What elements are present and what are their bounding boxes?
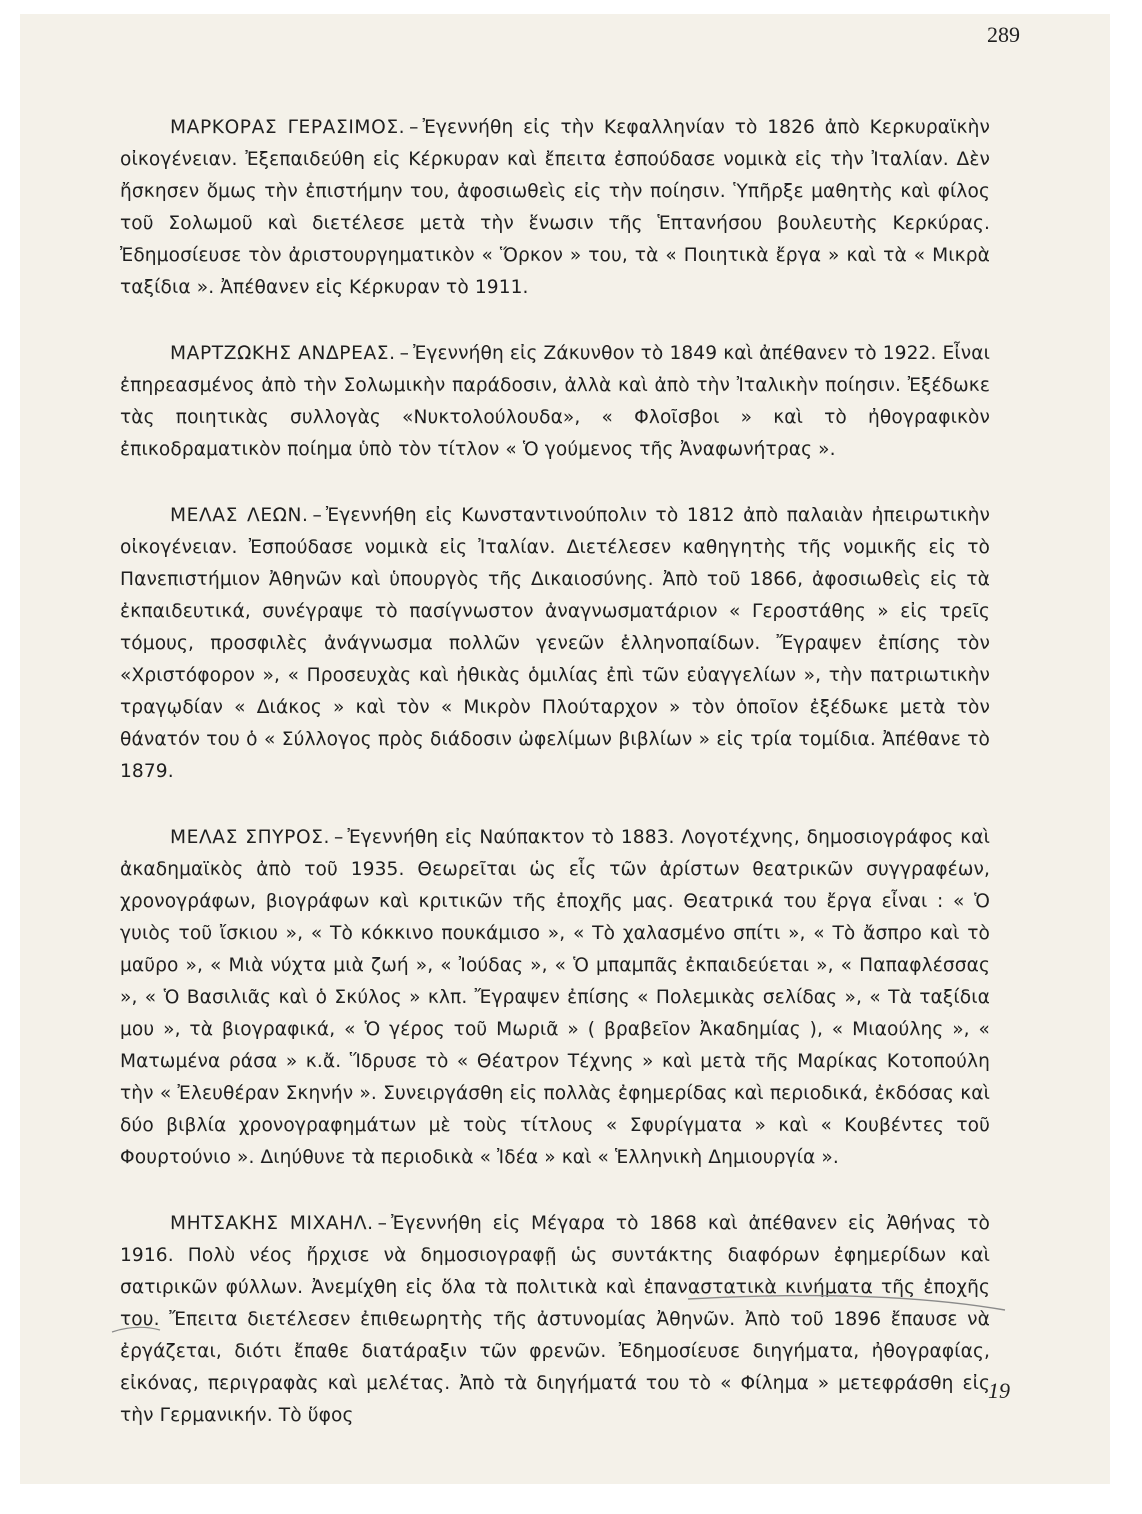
entry-name: ΜΗΤΣΑΚΗΣ ΜΙΧΑΗΛ. (170, 1213, 374, 1234)
entry-text: Ἐγεννήθη εἰς Ναύπακτον τὸ 1883. Λογοτέχνης, δημοσιογράφος καὶ ἀκαδημαϊκὸς ἀπὸ τοῦ 1935. Θεωρεῖται ὡς εἷς τῶν ἀρίστων θεατρικῶν συγγραφέων, χρονογράφων, βιογράφων καὶ κριτικῶν τῆς ἐποχῆς μας. Θεατρικά του ἔργα εἶναι : « Ὁ γυιὸς τοῦ ἴσκιου », « Τὸ κόκκινο πουκάμισο », « Τὸ χαλασμένο σπίτι », « Τὸ ἄσπρο καὶ τὸ μαῦρο », « Μιὰ νύχτα μιὰ ζωή », « Ἰούδας », « Ὁ μπαμπᾶς ἐκπαιδεύεται », « Παπαφλέσσας », « Ὁ Βασιλιᾶς καὶ ὁ Σκύλος » κλπ. Ἔγραψεν ἐπίσης « Πολεμικὰς σελίδας », « Τὰ ταξίδια μου », τὰ βιογραφικά, « Ὁ γέρος τοῦ Μωριᾶ » ( βραβεῖον Ἀκαδημίας ), « Μιαούλης », « Ματωμένα ράσα » κ.ἄ. Ἵδρυσε τὸ « Θέατρον Τέχνης » καὶ μετὰ τῆς Μαρίκας Κοτοπούλη τὴν « Ἐλευθέραν Σκηνήν ». Συνειργάσθη εἰς πολλὰς ἐφημερίδας καὶ περιοδικά, ἐκδόσας καὶ δύο βιβλία χρονογραφημάτων μὲ τοὺς τίτλους « Σφυρίγματα » καὶ « Κουβέντες τοῦ Φουρτούνιο ». Διηύθυνε τὰ περιοδικὰ « Ἰδέα » καὶ « Ἑλληνικὴ Δημιουργία ». (120, 827, 990, 1168)
entry-text: Ἐγεννήθη εἰς Ζάκυνθον τὸ 1849 καὶ ἀπέθανεν τὸ 1922. Εἶναι ἐπηρεασμένος ἀπὸ τὴν Σολωμικὴν παράδοσιν, ἀλλὰ καὶ ἀπὸ τὴν Ἰταλικὴν ποίησιν. Ἐξέδωκε τὰς ποιητικὰς συλλογὰς «Νυκτολούλουδα», « Φλοῖσβοι » καὶ τὸ ἠθογραφικὸν ἐπικοδραματικὸν ποίημα ὑπὸ τὸν τίτλον « Ὁ γούμενος τῆς Ἀναφωνήτρας ». (120, 343, 990, 460)
entry-separator: – (377, 1213, 388, 1234)
entry-name: ΜΑΡΤΖΩΚΗΣ ΑΝΔΡΕΑΣ. (170, 343, 396, 364)
entry-separator: – (334, 827, 344, 848)
entry-text: Ἐγεννήθη εἰς τὴν Κεφαλληνίαν τὸ 1826 ἀπὸ Κερκυραϊκὴν οἰκογένειαν. Ἐξεπαιδεύθη εἰς Κέρκυραν καὶ ἔπειτα ἐσπούδασε νομικὰ εἰς τὴν Ἰταλίαν. Δὲν ἤσκησεν ὅμως τὴν ἐπιστήμην του, ἀφοσιωθεὶς εἰς τὴν ποίησιν. Ὑπῆρξε μαθητὴς καὶ φίλος τοῦ Σολωμοῦ καὶ διετέλεσε μετὰ τὴν ἕνωσιν τῆς Ἑπτανήσου βουλευτὴς Κερκύρας. Ἐδημοσίευσε τὸν ἀριστουργηματικὸν « Ὅρκον » του, τὰ « Ποιητικὰ ἔργα » καὶ τὰ « Μικρὰ ταξίδια ». Ἀπέθανεν εἰς Κέρκυραν τὸ 1911. (120, 117, 990, 298)
book-page (20, 14, 1110, 1484)
entry-name: ΜΕΛΑΣ ΛΕΩΝ. (170, 505, 309, 526)
entry-text: Ἐγεννήθη εἰς Κωνσταντινούπολιν τὸ 1812 ἀπὸ παλαιὰν ἠπειρωτικὴν οἰκογένειαν. Ἐσπούδασε νομικὰ εἰς Ἰταλίαν. Διετέλεσεν καθηγητὴς τῆς νομικῆς εἰς τὸ Πανεπιστήμιον Ἀθηνῶν καὶ ὑπουργὸς τῆς Δικαιοσύνης. Ἀπὸ τοῦ 1866, ἀφοσιωθεὶς εἰς τὰ ἐκπαιδευτικά, συνέγραψε τὸ πασίγνωστον ἀναγνωσματάριον « Γεροστάθης » εἰς τρεῖς τόμους, προσφιλὲς ἀνάγνωσμα πολλῶν γενεῶν ἑλληνοπαίδων. Ἔγραψεν ἐπίσης τὸν «Χριστόφορον », « Προσευχὰς καὶ ἠθικὰς ὁμιλίας ἐπὶ τῶν εὐαγγελίων », τὴν πατριωτικὴν τραγῳδίαν « Διάκος » καὶ τὸν « Μικρὸν Πλούταρχον » τὸν ὁποῖον ἐξέδωκε μετὰ τὸν θάνατόν του ὁ « Σύλλογος πρὸς διάδοσιν ὠφελίμων βιβλίων » εἰς τρία τομίδια. Ἀπέθανε τὸ 1879. (120, 505, 990, 782)
signature-number: 19 (988, 1378, 1010, 1403)
entry-name: ΜΕΛΑΣ ΣΠΥΡΟΣ. (170, 827, 331, 848)
entry-separator: – (409, 117, 419, 138)
entry-name: ΜΑΡΚΟΡΑΣ ΓΕΡΑΣΙΜΟΣ. (170, 117, 406, 138)
entry-list (120, 112, 990, 1466)
page-number: 289 (987, 22, 1020, 47)
entry-martzokis (120, 338, 990, 466)
entry-separator: – (312, 505, 322, 526)
entry-text: Ἐγεννήθη εἰς Μέγαρα τὸ 1868 καὶ ἀπέθανεν εἰς Ἀθήνας τὸ 1916. Πολὺ νέος ἤρχισε νὰ δημοσιογραφῇ ὡς συντάκτης διαφόρων ἐφημερίδων καὶ σατιρικῶν φύλλων. Ἀνεμίχθη εἰς ὅλα τὰ πολιτικὰ καὶ ἐπαναστατικὰ κινήματα τῆς ἐποχῆς του. Ἔπειτα διετέλεσεν ἐπιθεωρητὴς τῆς ἀστυνομίας Ἀθηνῶν. Ἀπὸ τοῦ 1896 ἔπαυσε νὰ ἐργάζεται, διότι ἔπαθε διατάραξιν τῶν φρενῶν. Ἐδημοσίευσε διηγήματα, ἠθογραφίας, εἰκόνας, περιγραφὰς καὶ μελέτας. Ἀπὸ τὰ διηγήματά του τὸ « Φίλημα » μετεφράσθη εἰς τὴν Γερμανικήν. Τὸ ὕφος (120, 1213, 990, 1426)
entry-melas-leon (120, 500, 990, 788)
entry-separator: – (399, 343, 410, 364)
entry-melas-spyros (120, 822, 990, 1174)
entry-markoras (120, 112, 990, 304)
entry-mitsakis (120, 1208, 990, 1432)
